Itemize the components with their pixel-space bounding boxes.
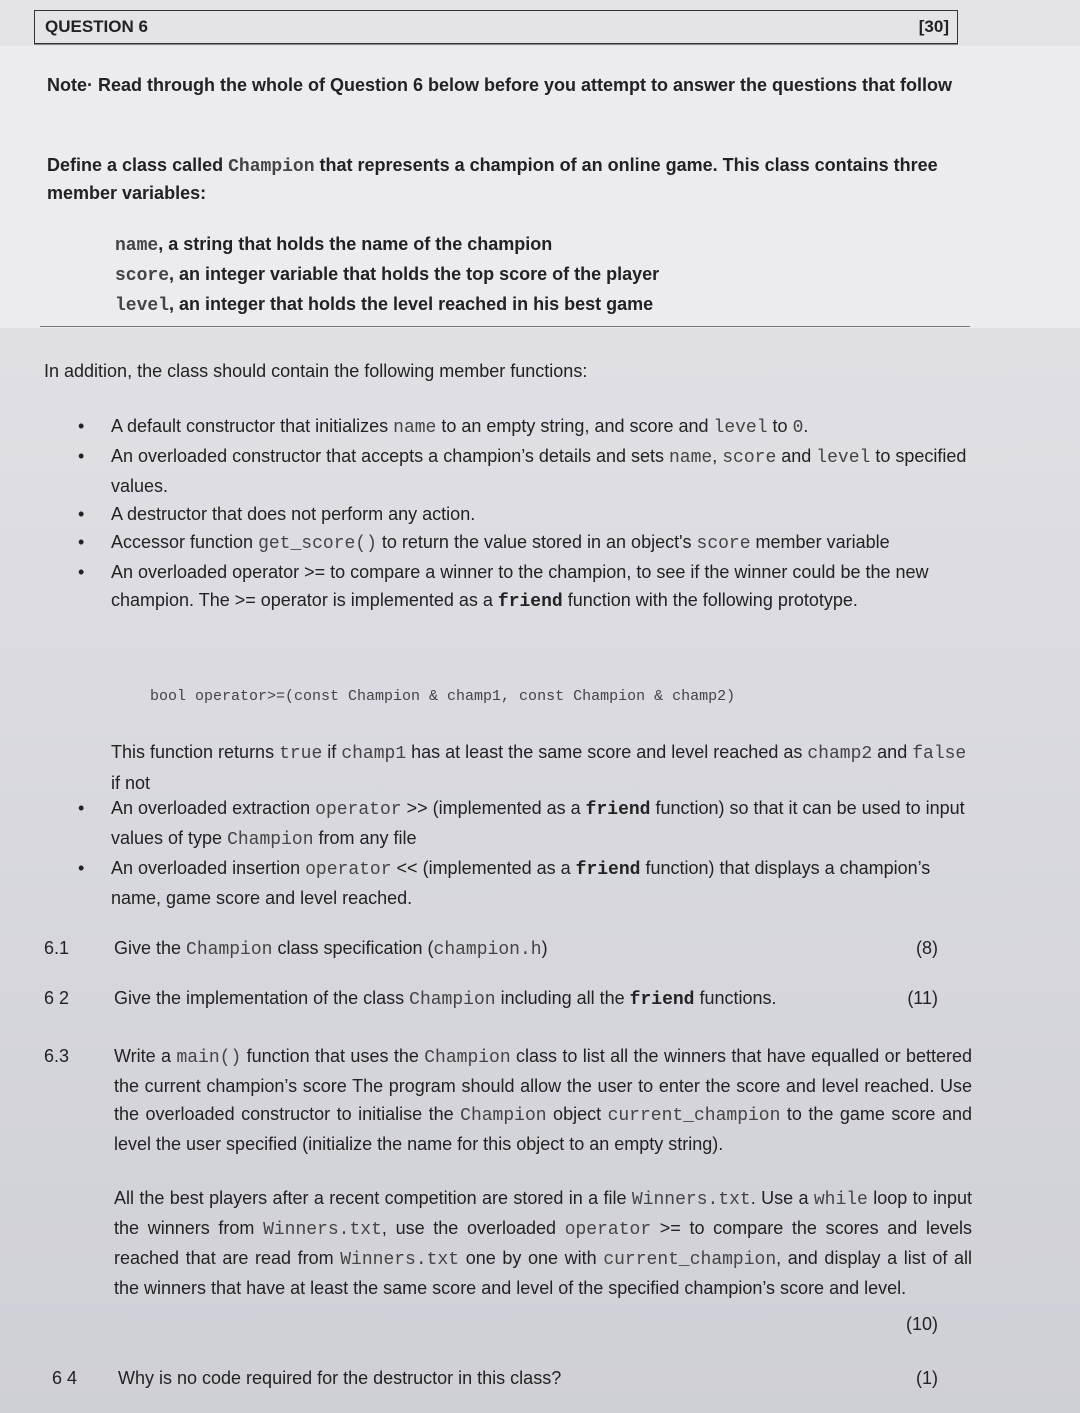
bullet-icon: •	[78, 798, 85, 818]
question-header	[34, 10, 958, 44]
list-item: • An overloaded operator >= to compare a winner to the champion, to see if the winner could be the new champion. The >= operator is implemented as a friend function with the following prototype.	[60, 558, 970, 616]
bullet-icon: •	[78, 532, 85, 552]
question-number: 6 4	[52, 1368, 78, 1388]
question-marks: (11)	[907, 988, 938, 1008]
question-marks: [30]	[918, 17, 949, 36]
question-6-4: 6 4 Why is no code required for the destructor in this class? (1)	[44, 1364, 974, 1392]
class-name-code: Champion	[228, 157, 315, 177]
member-variable: score, an integer variable that holds the top score of the player	[115, 264, 660, 286]
question-marks: (8)	[916, 938, 938, 958]
bullet-icon: •	[78, 416, 85, 436]
note-paragraph: Note· Read through the whole of Question 6 below before you attempt to answer the questions that follow	[47, 75, 953, 95]
operator-functions-list	[60, 794, 970, 912]
question-number: 6.1	[44, 938, 70, 958]
list-item: • A default constructor that initializes name to an empty string, and score and level to 0.	[60, 412, 970, 442]
returns-paragraph: This function returns true if champ1 has at least the same score and level reached as champ2 and false if not	[111, 742, 967, 793]
question-marks: (10)	[905, 1314, 938, 1334]
list-item: • An overloaded extraction operator >> (implemented as a friend function) so that it can be used to input values of type Champion from any file	[60, 794, 970, 854]
member-variable: name, a string that holds the name of the champion	[115, 234, 553, 256]
functions-intro: In addition, the class should contain the following member functions:	[44, 361, 588, 381]
question-6-3: 6.3 Write a main() function that uses the Champion class to list all the winners that have equalled or bettered the current champion’s score The program should allow the user to enter the score and level reached. Use the overloaded constructor to initialise the Champion object current_champion to the game score and level the user specified (initialize the name for this object to an empty string). All the best players after a recent competition are stored in a file Winners.txt. Use a while loop to input the winners from Winners.txt, use the overloaded operator >= to compare the scores and levels reached that are read from Winners.txt one by one with current_champion, and display a list of all the winners that have at least the same score and level of the specified champion’s score and level.	[44, 1042, 974, 1302]
bullet-icon: •	[78, 446, 85, 466]
list-item: • A destructor that does not perform any action.	[60, 500, 970, 528]
question-marks: (1)	[916, 1368, 938, 1388]
question-6-2: 6 2 Give the implementation of the class Champion including all the friend functions. (11)	[44, 984, 974, 1014]
question-number: 6.3	[44, 1046, 70, 1066]
operator-prototype: bool operator>=(const Champion & champ1, const Champion & champ2)	[150, 688, 736, 705]
header-rule	[34, 44, 958, 45]
bullet-icon: •	[78, 562, 85, 582]
list-item: • An overloaded constructor that accepts a champion’s details and sets name, score and level to specified values.	[60, 442, 970, 500]
define-paragraph: Define a class called Champion that represents a champion of an online game. This class contains three member variables:	[47, 155, 938, 203]
member-variables-list	[115, 230, 659, 320]
member-functions-list	[60, 412, 970, 616]
bullet-icon: •	[78, 858, 85, 878]
bullet-icon: •	[78, 504, 85, 524]
list-item: • An overloaded insertion operator << (implemented as a friend function) that displays a champion’s name, game score and level reached.	[60, 854, 970, 912]
question-title: QUESTION 6	[45, 17, 148, 36]
question-6-1: 6.1 Give the Champion class specification (champion.h) (8)	[44, 934, 974, 964]
section-divider	[40, 326, 970, 327]
list-item: • Accessor function get_score() to return the value stored in an object's score member variable	[60, 528, 970, 558]
member-variable: level, an integer that holds the level reached in his best game	[115, 294, 654, 316]
question-number: 6 2	[44, 988, 70, 1008]
